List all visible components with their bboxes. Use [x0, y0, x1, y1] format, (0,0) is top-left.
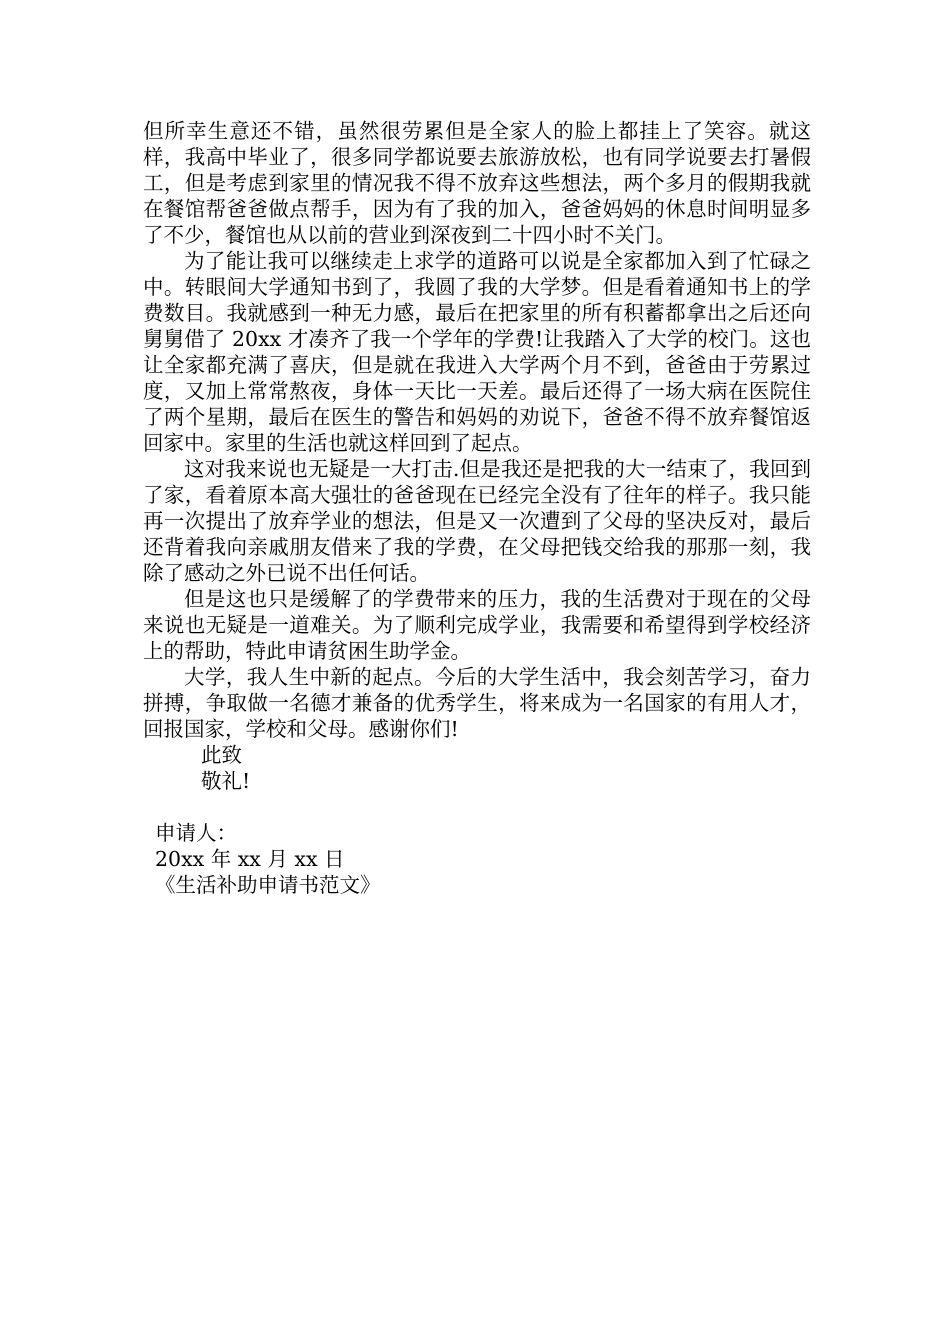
paragraph-1: 但所幸生意还不错，虽然很劳累但是全家人的脸上都挂上了笑容。就这样，我高中毕业了，很多同学都说要去旅游放松，也有同学说要去打暑假工，但是考虑到家里的情况我不得不放弃这些想法，两个多月的假期我就在餐馆帮爸爸做点帮手，因为有了我的加入，爸爸妈妈的休息时间明显多了不少，餐馆也从以前的营业到深夜到二十四小时不关门。: [143, 119, 811, 247]
closing-salutation-2: 敬礼!: [201, 769, 251, 793]
paragraph-5: 大学，我人生中新的起点。今后的大学生活中，我会刻苦学习，奋力拼搏，争取做一名德才兼备的优秀学生，将来成为一名国家的有用人才，回报国家，学校和父母。感谢你们!: [143, 665, 811, 741]
paragraph-3: 这对我来说也无疑是一大打击.但是我还是把我的大一结束了，我回到了家，看着原本高大强壮的爸爸现在已经完全没有了往年的样子。我只能再一次提出了放弃学业的想法，但是又一次遭到了父母的坚决反对，最后还背着我向亲戚朋友借来了我的学费，在父母把钱交给我的那那一刻，我除了感动之外已说不出任何话。: [143, 457, 811, 585]
closing-salutation-1: 此致: [201, 743, 242, 767]
signature-block: [143, 820, 811, 898]
document-body: [143, 118, 811, 898]
paragraph-2: 为了能让我可以继续走上求学的道路可以说是全家都加入到了忙碌之中。转眼间大学通知书到了，我圆了我的大学梦。但是看着通知书上的学费数目。我就感到一种无力感，最后在把家里的所有积蓄都拿出之后还向舅舅借了 20xx 才凑齐了我一个学年的学费!让我踏入了大学的校门。这也让全家都充满了喜庆，但是就在我进入大学两个月不到，爸爸由于劳累过度，又加上常常熬夜，身体一天比一天差。最后还得了一场大病在医院住了两个星期，最后在医生的警告和妈妈的劝说下，爸爸不得不放弃餐馆返回家中。家里的生活也就这样回到了起点。: [143, 249, 811, 455]
paragraph-4: 但是这也只是缓解了的学费带来的压力，我的生活费对于现在的父母来说也无疑是一道难关。为了顺利完成学业，我需要和希望得到学校经济上的帮助，特此申请贫困生助学金。: [143, 587, 811, 663]
source-title: 《生活补助申请书范文》: [155, 873, 381, 897]
applicant-label: 申请人：: [155, 821, 237, 845]
application-date: 20xx 年 xx 月 xx 日: [155, 847, 345, 871]
